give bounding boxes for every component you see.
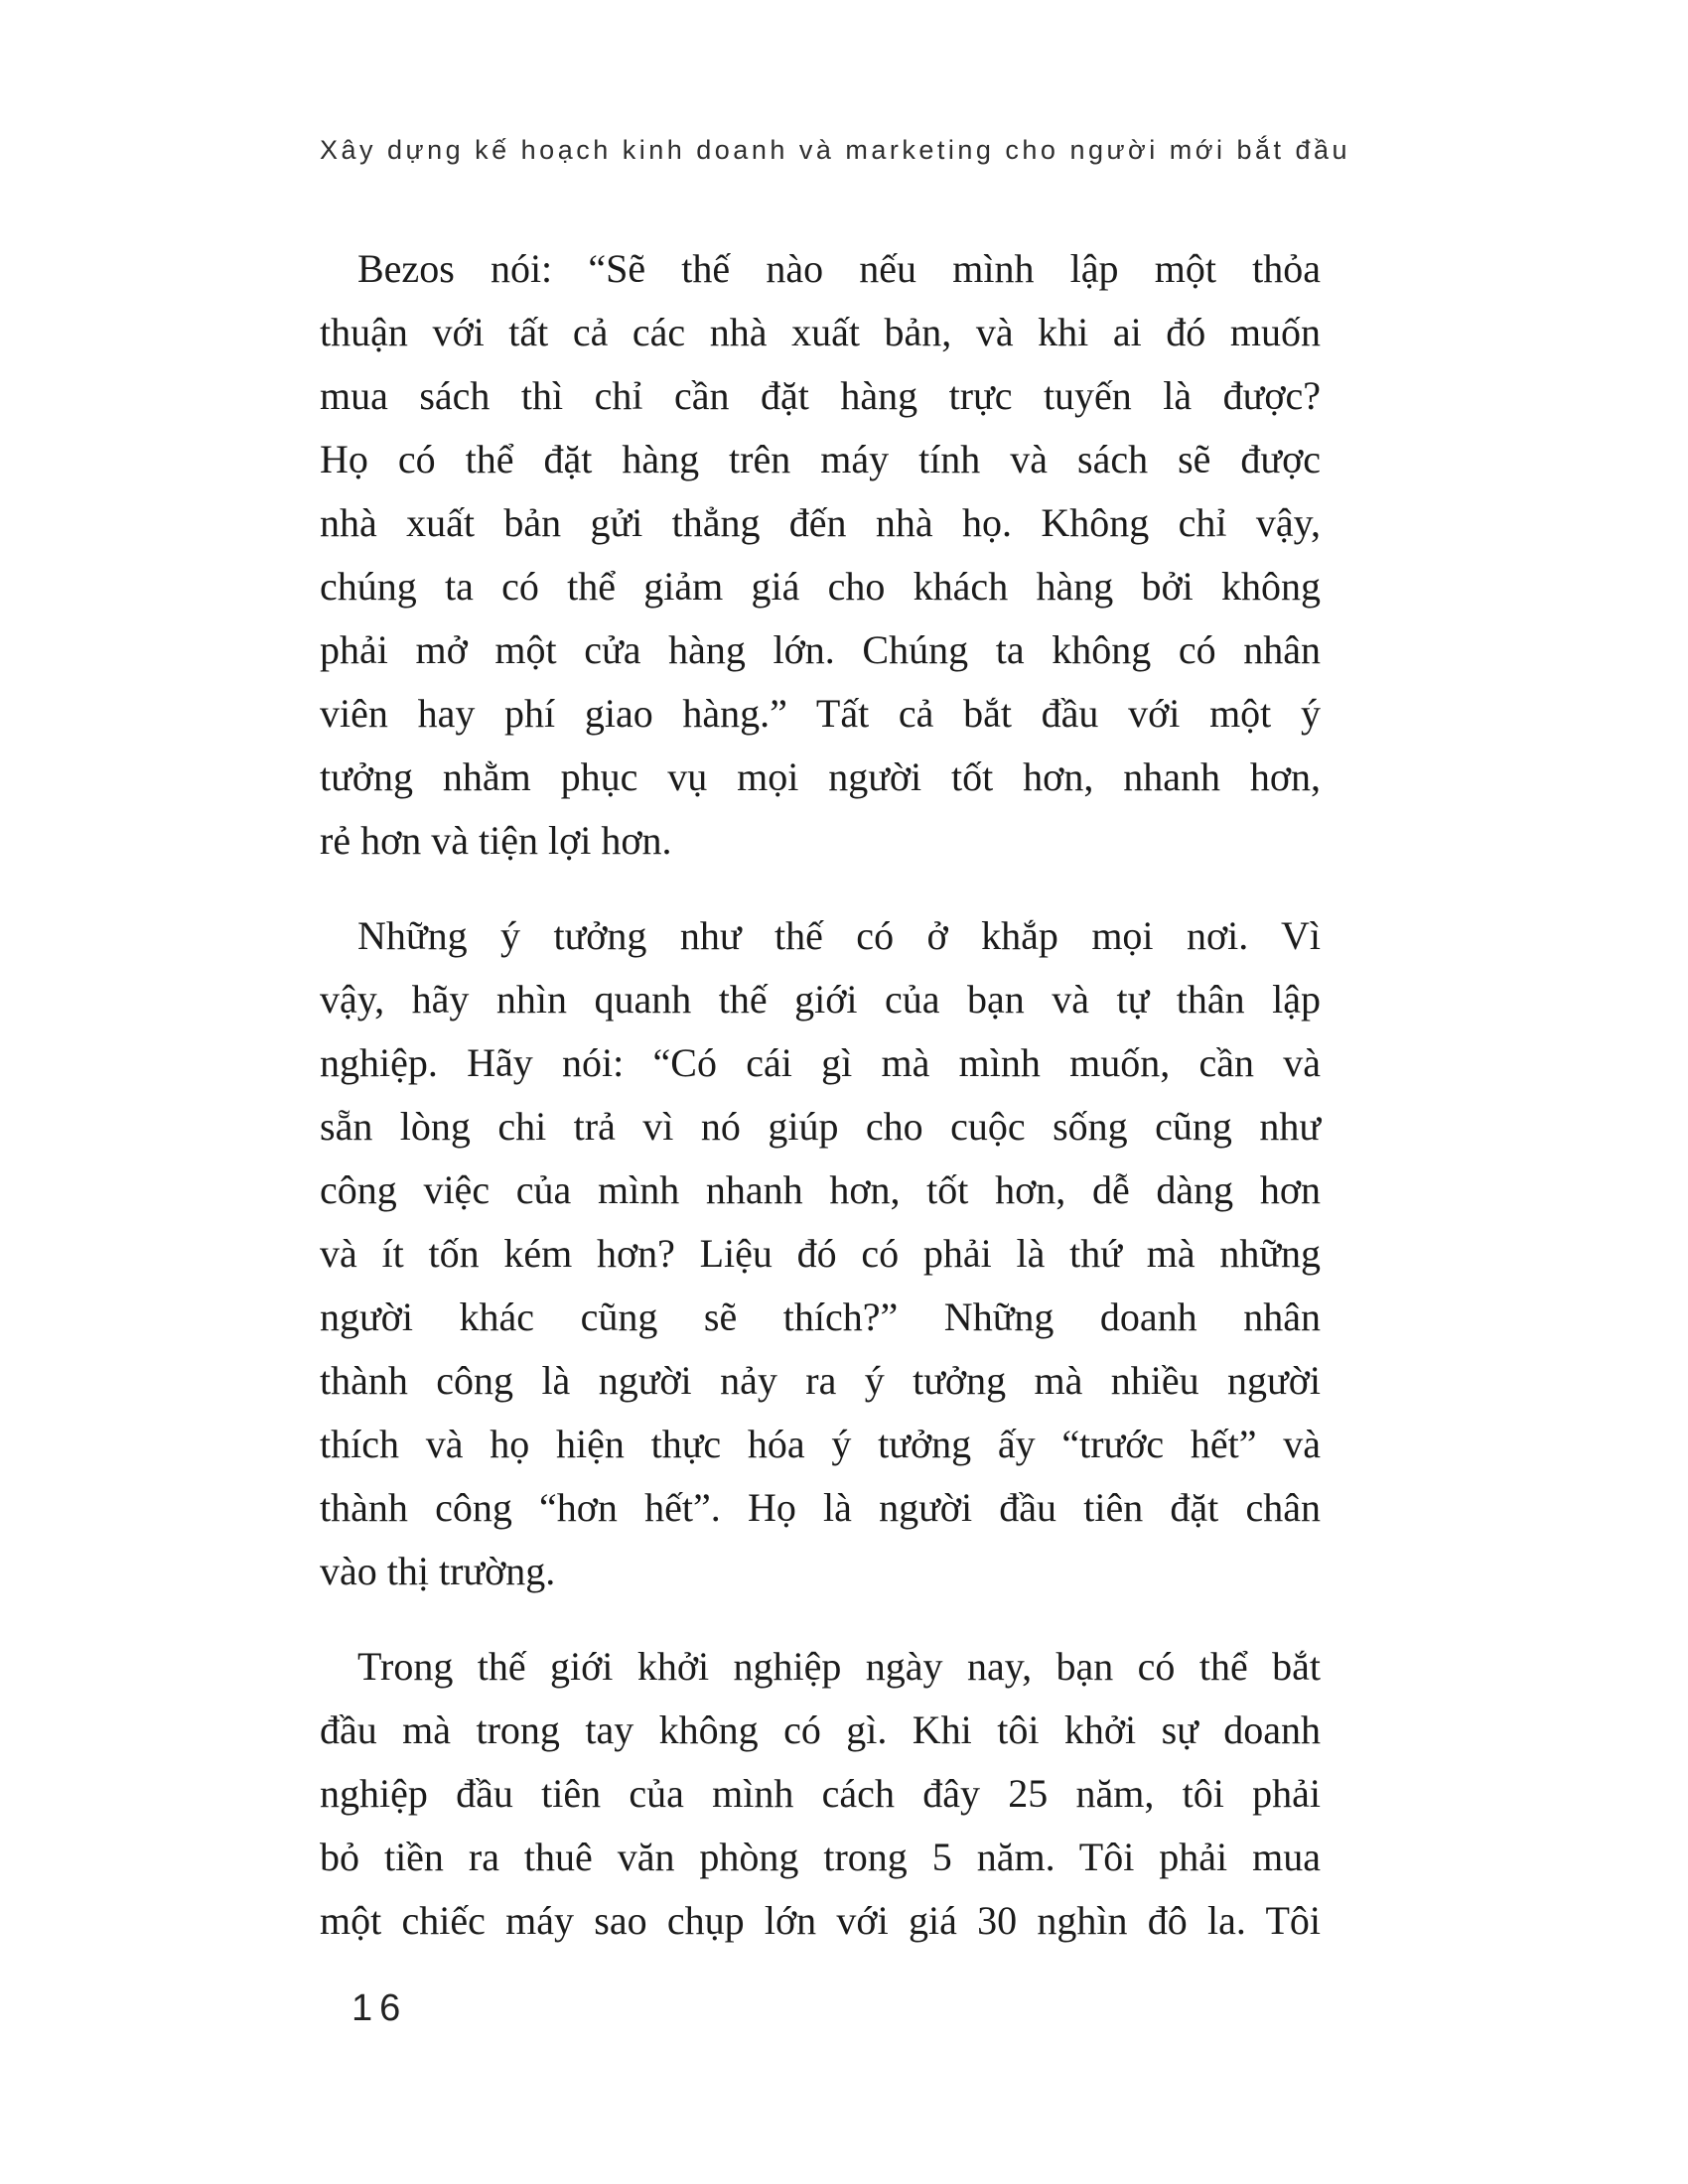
text-line: đầu mà trong tay không có gì. Khi tôi khởi sự doanh (320, 1707, 1321, 1752)
text-line: vào thị trường. (320, 1549, 556, 1593)
page-number: 16 (352, 1987, 408, 2029)
text-line: bỏ tiền ra thuê văn phòng trong 5 năm. Tôi phải mua (320, 1835, 1321, 1879)
text-line: thuận với tất cả các nhà xuất bản, và khi ai đó muốn (320, 310, 1321, 354)
text-line: Bezos nói: “Sẽ thế nào nếu mình lập một thỏa (357, 246, 1321, 291)
text-line: thích và họ hiện thực hóa ý tưởng ấy “trước hết” và (320, 1422, 1321, 1466)
text-line: và ít tốn kém hơn? Liệu đó có phải là thứ mà những (320, 1231, 1321, 1276)
text-line: thành công “hơn hết”. Họ là người đầu tiên đặt chân (320, 1485, 1321, 1530)
text-line: nhà xuất bản gửi thẳng đến nhà họ. Không chỉ vậy, (320, 500, 1321, 545)
text-line: vậy, hãy nhìn quanh thế giới của bạn và tự thân lập (320, 977, 1321, 1022)
text-line: công việc của mình nhanh hơn, tốt hơn, dễ dàng hơn (320, 1167, 1321, 1212)
text-line: tưởng nhằm phục vụ mọi người tốt hơn, nhanh hơn, (320, 754, 1321, 799)
text-line: thành công là người nảy ra ý tưởng mà nhiều người (320, 1358, 1321, 1403)
body-text (320, 237, 1321, 1953)
text-line: sẵn lòng chi trả vì nó giúp cho cuộc sống cũng như (320, 1104, 1321, 1149)
text-line: rẻ hơn và tiện lợi hơn. (320, 818, 672, 863)
text-line: phải mở một cửa hàng lớn. Chúng ta không có nhân (320, 627, 1321, 672)
text-line: người khác cũng sẽ thích?” Những doanh nhân (320, 1295, 1321, 1339)
running-header: Xây dựng kế hoạch kinh doanh và marketing cho người mới bắt đầu (320, 135, 1351, 165)
text-line: nghiệp đầu tiên của mình cách đây 25 năm, tôi phải (320, 1771, 1321, 1816)
text-line: Những ý tưởng như thế có ở khắp mọi nơi. Vì (357, 913, 1321, 958)
paragraph (320, 237, 1321, 873)
text-line: Họ có thể đặt hàng trên máy tính và sách sẽ được (320, 437, 1321, 481)
text-line: mua sách thì chỉ cần đặt hàng trực tuyến là được? (320, 373, 1321, 418)
text-line: chúng ta có thể giảm giá cho khách hàng bởi không (320, 564, 1321, 609)
text-line: một chiếc máy sao chụp lớn với giá 30 nghìn đô la. Tôi (320, 1898, 1321, 1943)
text-line: Trong thế giới khởi nghiệp ngày nay, bạn có thể bắt (357, 1644, 1321, 1689)
text-line: viên hay phí giao hàng.” Tất cả bắt đầu với một ý (320, 691, 1321, 736)
paragraph (320, 1635, 1321, 1953)
paragraph (320, 904, 1321, 1603)
text-line: nghiệp. Hãy nói: “Có cái gì mà mình muốn, cần và (320, 1040, 1321, 1085)
